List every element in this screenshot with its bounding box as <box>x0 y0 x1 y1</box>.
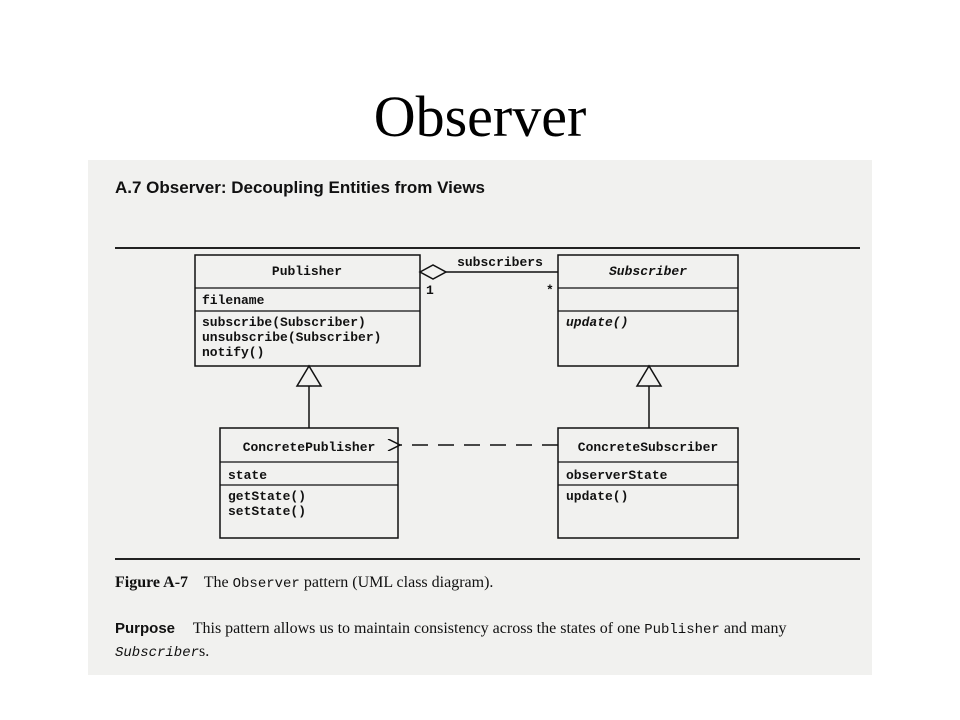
uml-class-diagram <box>88 160 872 675</box>
figure-caption <box>115 574 493 592</box>
concrete-publisher-class <box>220 428 398 538</box>
section-heading: A.7 Observer: Decoupling Entities from Views <box>115 178 486 197</box>
caption-code: Observer <box>232 576 300 592</box>
caption-text: pattern (UML class diagram). <box>303 574 494 591</box>
concrete-publisher-name: ConcretePublisher <box>242 440 376 455</box>
publisher-operation: notify() <box>202 345 265 360</box>
purpose-paragraph <box>115 618 865 664</box>
publisher-attribute: filename <box>202 293 265 308</box>
publisher-class <box>195 255 420 366</box>
purpose-text: and many <box>723 620 787 637</box>
subscribers-association <box>420 255 558 298</box>
subscriber-class <box>558 255 738 366</box>
multiplicity-publisher: 1 <box>426 283 434 298</box>
association-label: subscribers <box>457 255 543 270</box>
concrete-subscriber-name: ConcreteSubscriber <box>577 440 719 455</box>
publisher-generalization <box>297 366 321 428</box>
subscriber-generalization <box>637 366 661 428</box>
multiplicity-subscriber: * <box>546 283 554 298</box>
bottom-rule <box>115 558 860 560</box>
caption-text: The <box>203 574 229 591</box>
concrete-subscriber-attribute: observerState <box>566 468 668 483</box>
aggregation-diamond <box>420 265 446 279</box>
concrete-publisher-operation: setState() <box>228 504 307 519</box>
concrete-subscriber-operation: update() <box>566 489 629 504</box>
purpose-label: Purpose <box>115 620 176 637</box>
purpose-text: This pattern allows us to maintain consistency across the states of one <box>192 620 641 637</box>
concrete-subscriber-class <box>558 428 738 538</box>
publisher-name: Publisher <box>271 264 343 279</box>
publisher-operation: unsubscribe(Subscriber) <box>202 330 382 345</box>
subscriber-name: Subscriber <box>608 264 688 279</box>
subscriber-operation: update() <box>566 315 629 330</box>
concrete-publisher-operation: getState() <box>228 489 307 504</box>
purpose-text: s. <box>199 643 210 660</box>
publisher-operation: subscribe(Subscriber) <box>202 315 366 330</box>
concrete-publisher-attribute: state <box>228 468 268 483</box>
slide-title: Observer <box>373 84 587 149</box>
purpose-code: Publisher <box>644 622 720 638</box>
figure-label: Figure A-7 <box>115 574 189 591</box>
scanned-page <box>88 160 872 675</box>
purpose-code: Subscriber <box>115 645 200 661</box>
